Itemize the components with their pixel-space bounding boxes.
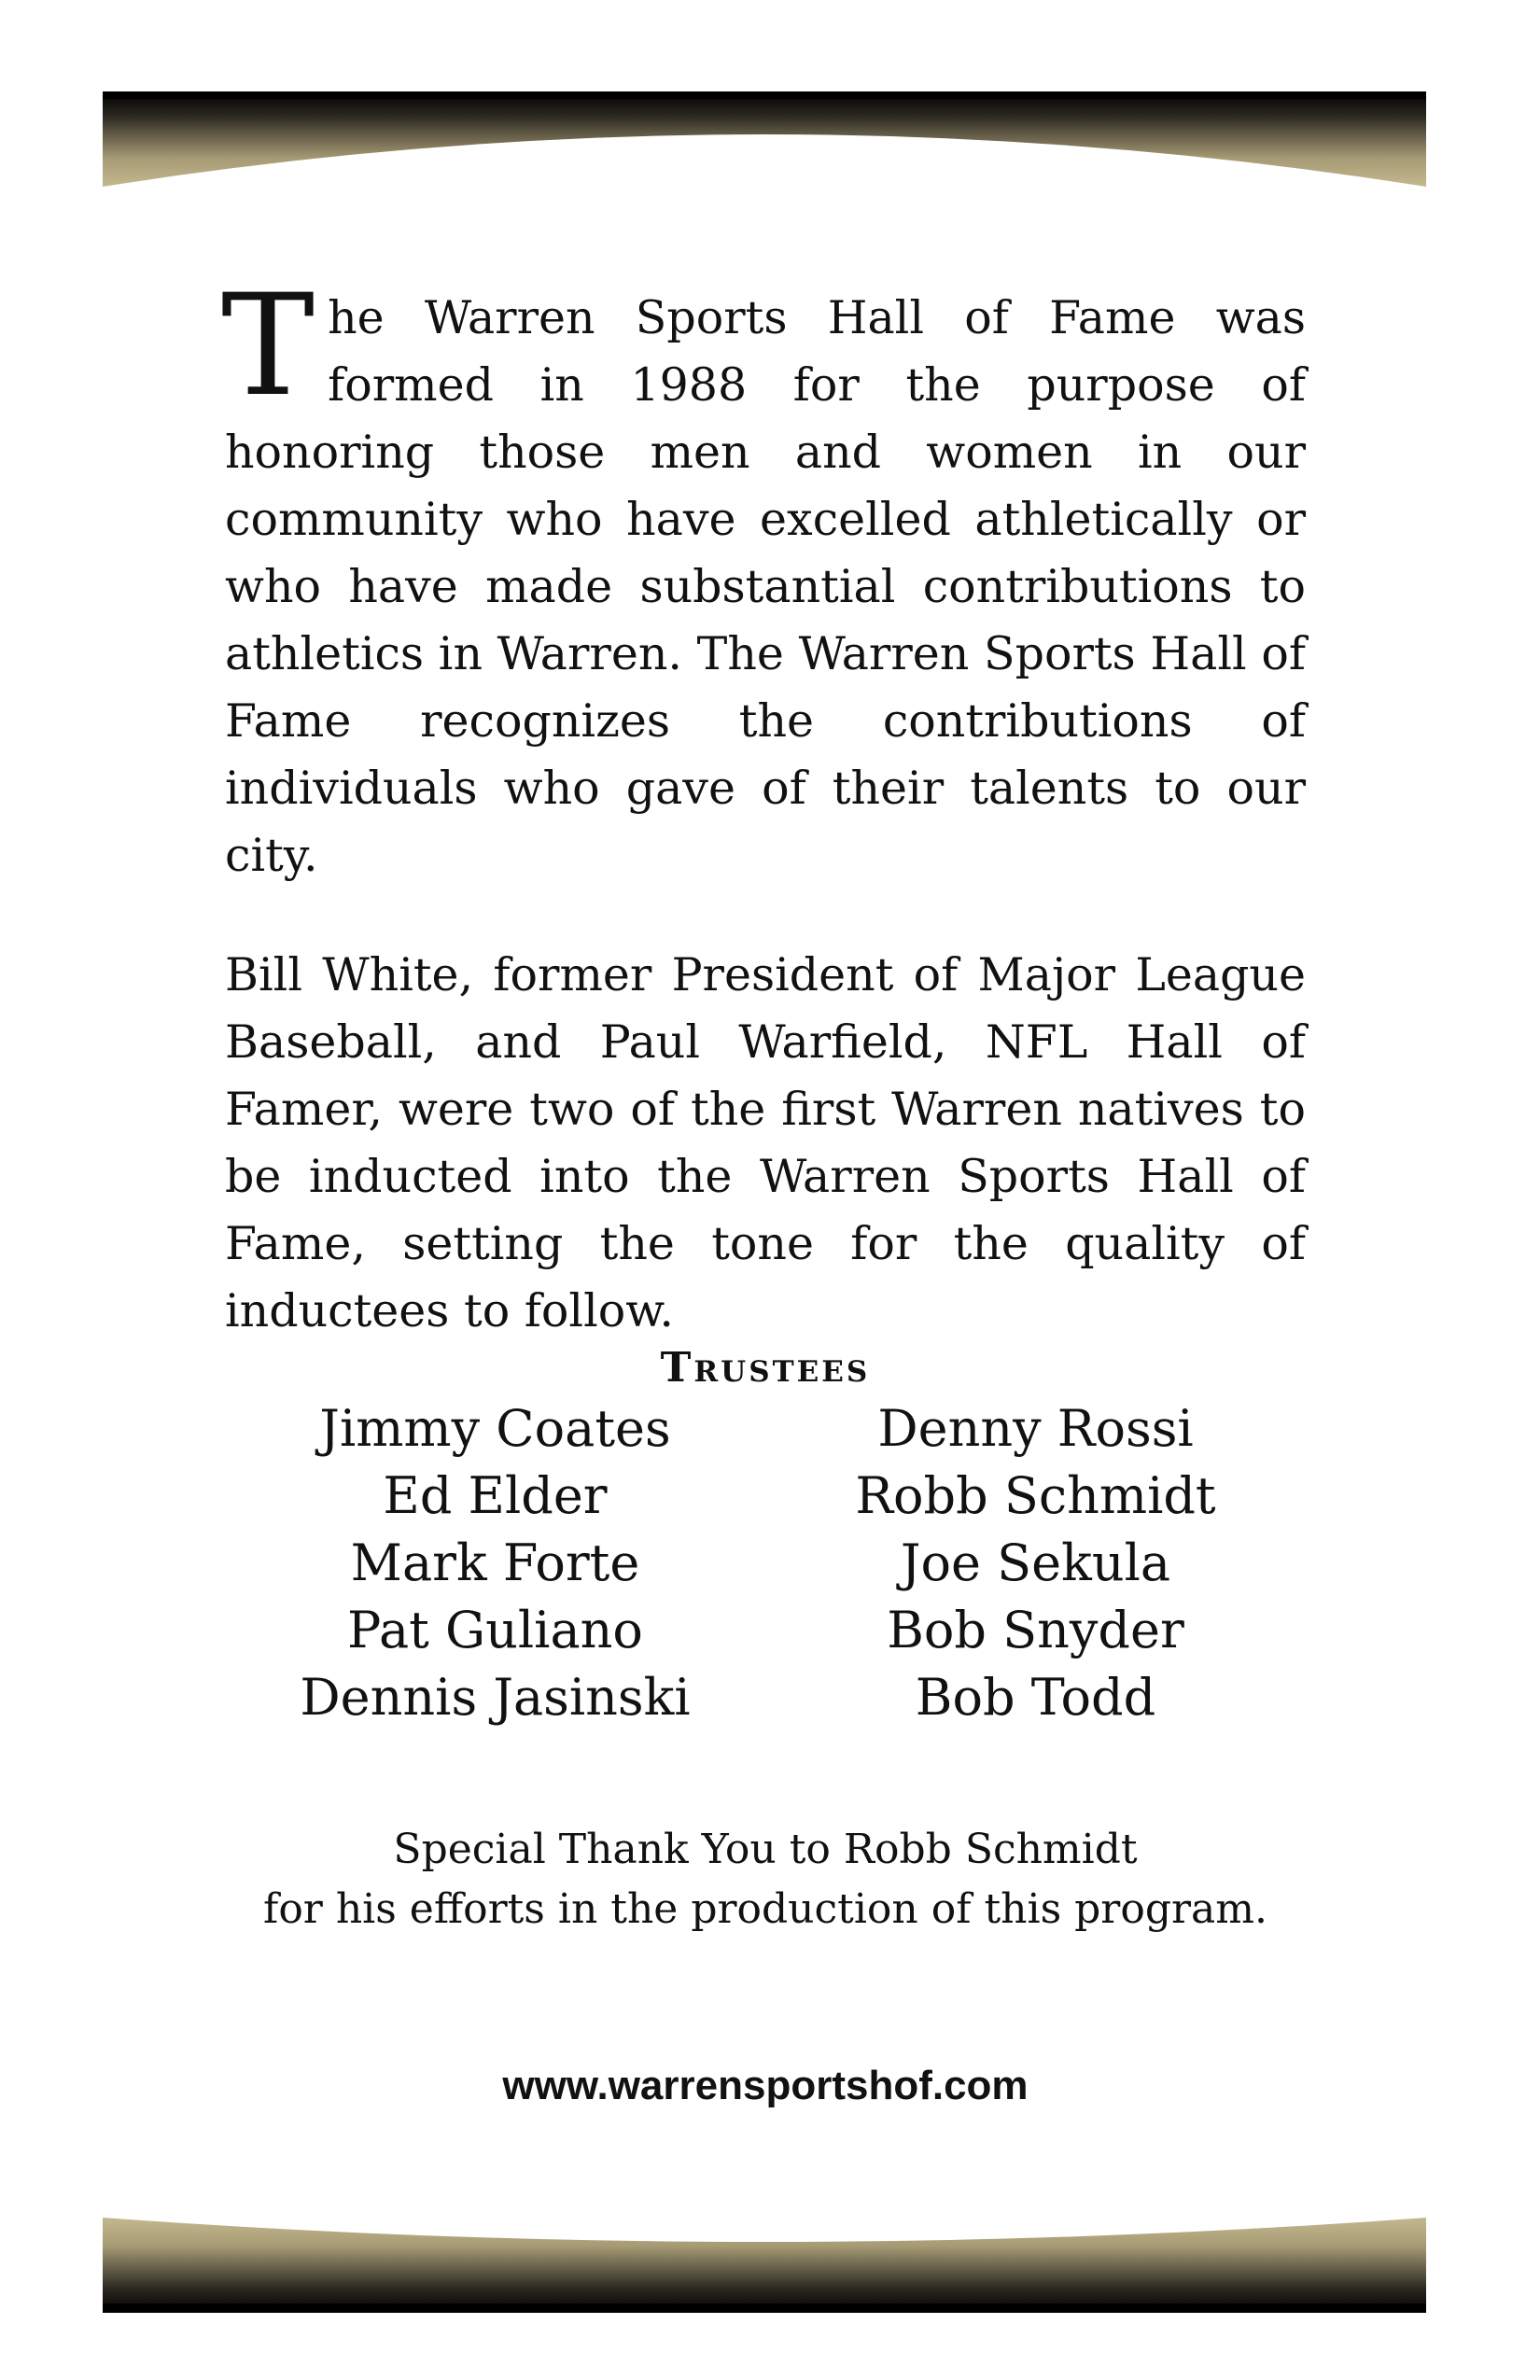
top-decorative-banner [103,91,1426,194]
trustee-name: Dennis Jasinski [300,1668,691,1727]
trustees-left-column [225,1395,765,1731]
trustee-name: Robb Schmidt [855,1466,1216,1525]
trustee-name: Jimmy Coates [319,1399,671,1458]
intro-text: he Warren Sports Hall of Fame was formed in 1988 for the purpose of honoring those men and women in our community who have excelled athletically or who have made substantial contributions to athletics in Warren. The Warren Sports Hall of Fame recognizes the contributions of individuals who gave of their talents to our city. [225,291,1306,882]
drop-cap: T [221,265,315,427]
main-content [221,265,1306,1345]
trustees-heading: Trustees [660,1344,871,1392]
trustees-right-column [765,1395,1306,1731]
trustee-name: Denny Rossi [877,1399,1194,1458]
history-paragraph: Bill White, former President of Major League Baseball, and Paul Warfield, NFL Hall of Famer, were two of the first Warren natives to be inducted into the Warren Sports Hall of Fame, setting the tone for the quality of inductees to follow. [225,948,1306,1337]
thanks-line-1: Special Thank You to Robb Schmidt [393,1826,1138,1873]
trustee-name: Ed Elder [383,1466,608,1525]
intro-paragraph [221,265,1306,889]
special-thanks [225,1820,1306,1939]
trustee-name: Joe Sekula [900,1533,1171,1592]
trustees-section [225,1344,1306,1731]
trustee-name: Pat Guliano [347,1601,643,1659]
trustee-name: Bob Snyder [887,1601,1184,1659]
thanks-line-2: for his efforts in the production of this program. [263,1885,1267,1933]
trustee-name: Bob Todd [915,1668,1156,1727]
trustee-name: Mark Forte [350,1533,640,1592]
bottom-decorative-banner [103,2210,1426,2313]
website-url[interactable]: www.warrensportshof.com [502,2063,1029,2108]
